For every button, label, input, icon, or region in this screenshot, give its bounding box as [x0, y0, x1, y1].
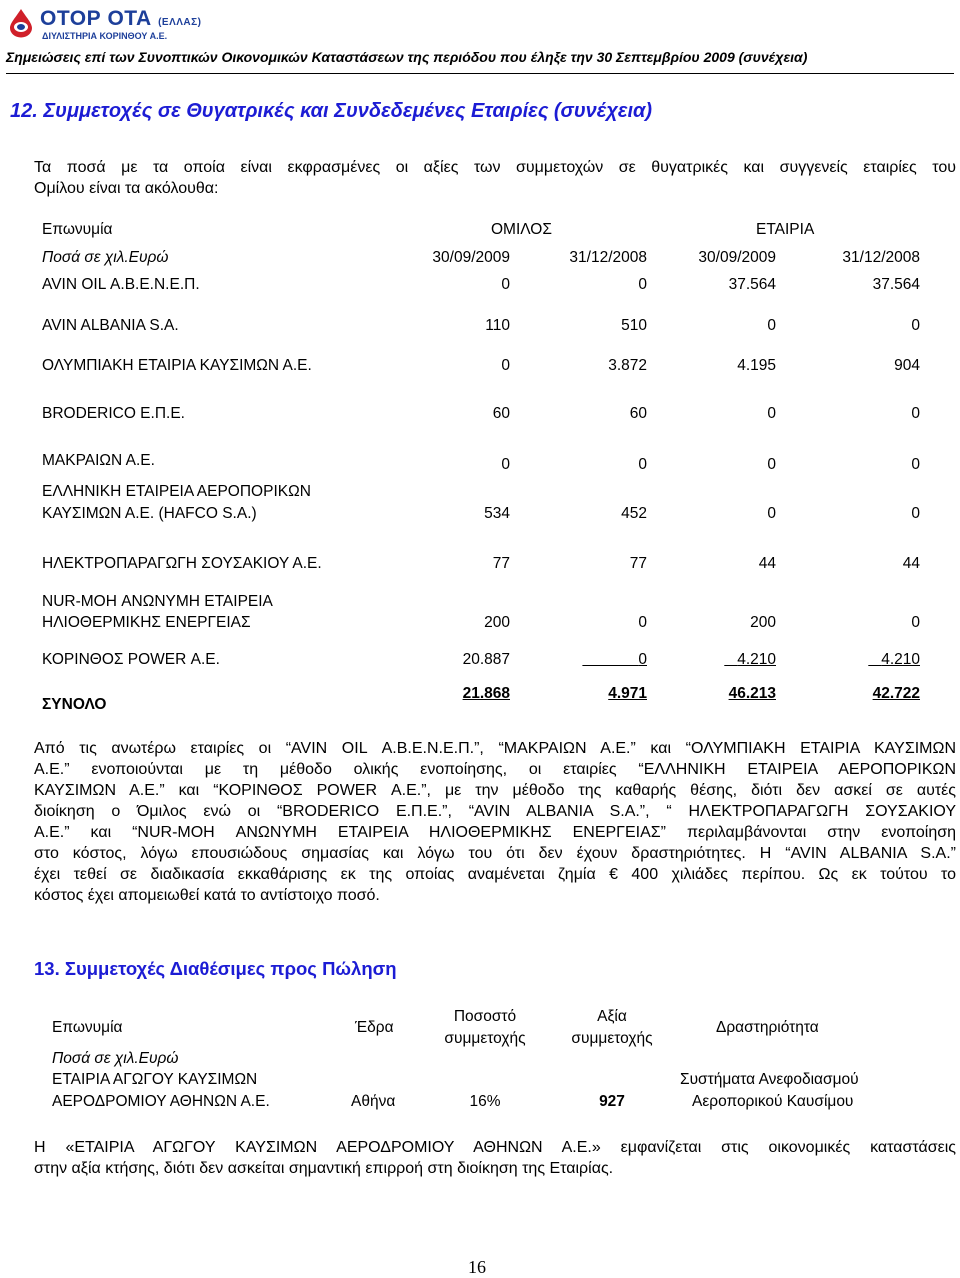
page-number: 16 [468, 1257, 486, 1277]
body-line: Η «ΕΤΑΙΡΙΑ ΑΓΩΓΟΥ ΚΑΥΣΙΜΩΝ ΑΕΡΟΔΡΟΜΙΟΥ ΑΘΗΝΩΝ Α.Ε.» εμφανίζεται στις οικονομικές καταστάσεις [34, 1139, 956, 1156]
table-row-name: ΕΛΛΗΝΙΚΗ ΕΤΑΙΡΕΙΑ ΑΕΡΟΠΟΡΙΚΩΝ [42, 483, 311, 500]
table-cell: 510 [621, 317, 647, 334]
col-activity-header: Δραστηριότητα [716, 1019, 819, 1036]
table-cell: 0 [501, 456, 510, 473]
table-cell: 200 [750, 614, 776, 631]
section-13-title: 13. Συμμετοχές Διαθέσιμες προς Πώληση [34, 958, 397, 979]
col-value-header-2: συμμετοχής [571, 1030, 653, 1047]
logo-subtitle: ΔΙΥΛΙΣΤΗΡΙΑ ΚΟΡΙΝΘΟΥ Α.Ε. [42, 31, 168, 41]
table-cell: 4.195 [737, 357, 776, 374]
table-row-name: ΚΟΡΙΝΘΟΣ POWER Α.Ε. [42, 651, 220, 668]
total-cell: 4.971 [608, 685, 647, 702]
body-line: στο κόστος, λόγω επουσιώδους σημασίας και λόγω του ότι δεν έχουν δραστηριότητες. Η “AVIN ALBANIA S.A.” [34, 845, 956, 862]
table-row-name: NUR-MOH ΑΝΩΝΥΜΗ ΕΤΑΙΡΕΙΑ [42, 593, 273, 610]
date-company-1: 30/09/2009 [698, 249, 776, 266]
holding-name: ΕΤΑΙΡΙΑ ΑΓΩΓΟΥ ΚΑΥΣΙΜΩΝ [52, 1071, 258, 1088]
amounts-label: Ποσά σε χιλ.Ευρώ [52, 1050, 179, 1067]
total-cell: 46.213 [728, 685, 776, 702]
table-cell: 0 [767, 317, 776, 334]
table-cell: 0 [501, 276, 510, 293]
total-cell: 21.868 [462, 685, 510, 702]
table-cell: 0 [638, 276, 647, 293]
table-cell: 44 [902, 555, 920, 572]
table-cell: 20.887 [462, 651, 510, 668]
company-header: ΕΤΑΙΡΙΑ [756, 221, 815, 238]
date-company-2: 31/12/2008 [842, 249, 920, 266]
total-label: ΣΥΝΟΛΟ [42, 696, 107, 713]
col-value-header: Αξία [597, 1008, 627, 1025]
col-pct-header-2: συμμετοχής [444, 1030, 526, 1047]
table-cell: 60 [629, 405, 647, 422]
table-cell: 37.564 [728, 276, 776, 293]
table-cell: 452 [621, 505, 647, 522]
table-cell: 0 [911, 317, 920, 334]
oil-drop-icon [8, 8, 34, 38]
intro-line-2: Ομίλου είναι τα ακόλουθα: [34, 180, 219, 197]
body-line: έχει τεθεί σε διαδικασία εκκαθάρισης εκ της οποίας αναμένεται ζημία € 400 χιλιάδες περίπου. Ως εκ τούτου το [34, 866, 956, 883]
holding-seat: Αθήνα [351, 1093, 396, 1110]
table-row-name: ΜΑΚΡΑΙΩΝ Α.Ε. [42, 452, 155, 469]
col-seat-header: Έδρα [355, 1019, 394, 1036]
table-cell: 110 [485, 317, 510, 334]
holding-name-continued: ΑΕΡΟΔΡΟΜΙΟΥ ΑΘΗΝΩΝ Α.Ε. [52, 1093, 270, 1110]
intro-line-1: Τα ποσά με τα οποία είναι εκφρασμένες οι αξίες των συμμετοχών σε θυγατρικές και συγγενείς εταιρίες του [34, 159, 956, 176]
table-cell: 904 [894, 357, 920, 374]
table-cell: 0 [638, 651, 647, 668]
holding-activity-continued: Αεροπορικού Καυσίμου [692, 1093, 854, 1110]
table-cell: 77 [629, 555, 647, 572]
table-row-name: ΟΛΥΜΠΙΑΚΗ ΕΤΑΙΡΙΑ ΚΑΥΣΙΜΩΝ Α.Ε. [42, 357, 312, 374]
table-cell: 37.564 [872, 276, 920, 293]
amounts-label: Ποσά σε χιλ.Ευρώ [42, 249, 169, 266]
table-cell: 77 [492, 555, 510, 572]
col-name-header: Επωνυμία [52, 1019, 123, 1036]
total-cell: 42.722 [872, 685, 920, 702]
body-line: κόστος έχει απομειωθεί κατά το αντίστοιχο ποσό. [34, 887, 380, 904]
table-cell: 0 [501, 357, 510, 374]
table-row-name: BRODERICO Ε.Π.Ε. [42, 405, 185, 422]
holding-pct: 16% [469, 1093, 501, 1110]
table-cell: 534 [484, 505, 510, 522]
table-cell: 0 [638, 456, 647, 473]
table-cell: 44 [758, 555, 776, 572]
table-cell: 60 [492, 405, 510, 422]
body-line: διοίκηση ο Όμιλος ενώ οι “BRODERICO Ε.Π.Ε.”, “AVIN ALBANIA S.A.”, “ ΗΛΕΚΤΡΟΠΑΡΑΓΩΓΗ ΣΟΥΣΑΚΙΟΥ [34, 803, 956, 820]
table-cell: 4.210 [881, 651, 920, 668]
col-pct-header: Ποσοστό [453, 1008, 517, 1025]
table-row-name-continued: ΚΑΥΣΙΜΩΝ Α.Ε. (HAFCO S.A.) [42, 505, 257, 522]
table-cell: 0 [767, 505, 776, 522]
table-row-name: AVIN OIL Α.Β.Ε.Ν.Ε.Π. [42, 276, 200, 293]
col-name-header: Επωνυμία [42, 221, 113, 238]
table-row-name: ΗΛΕΚΤΡΟΠΑΡΑΓΩΓΗ ΣΟΥΣΑΚΙΟΥ Α.Ε. [42, 555, 322, 572]
table-cell: 0 [911, 405, 920, 422]
holding-value: 927 [599, 1093, 625, 1110]
body-line: Από τις ανωτέρω εταιρίες οι “AVIN OIL Α.Β.Ε.Ν.Ε.Π.”, “ΜΑΚΡΑΙΩΝ Α.Ε.” και “ΟΛΥΜΠΙΑΚΗ ΕΤΑΙΡΙΑ ΚΑΥΣΙΜΩΝ [34, 740, 956, 757]
header-divider [6, 73, 954, 74]
table-cell: 0 [638, 614, 647, 631]
body-line: στην αξία κτήσης, διότι δεν ασκείται σημαντική επιρροή στη διοίκηση της Εταιρίας. [34, 1160, 614, 1177]
table-cell: 3.872 [608, 357, 647, 374]
table-cell: 0 [767, 405, 776, 422]
company-logo [6, 6, 206, 40]
body-line: Α.Ε.” και “NUR-MOH ΑΝΩΝΥΜΗ ΕΤΑΙΡΕΙΑ ΗΛΙΟΘΕΡΜΙΚΗΣ ΕΝΕΡΓΕΙΑΣ” περιλαμβάνονται στην ενοποίηση [34, 824, 956, 841]
date-group-2: 31/12/2008 [569, 249, 647, 266]
date-group-1: 30/09/2009 [432, 249, 510, 266]
table-cell: 200 [484, 614, 510, 631]
section-12-title: 12. Συμμετοχές σε Θυγατρικές και Συνδεδεμένες Εταιρίες (συνέχεια) [10, 100, 653, 122]
table-row-name: AVIN ALBANIA S.A. [42, 317, 179, 334]
holding-activity: Συστήματα Ανεφοδιασμού [680, 1071, 859, 1088]
table-row-name-continued: ΗΛΙΟΘΕΡΜΙΚΗΣ ΕΝΕΡΓΕΙΑΣ [42, 614, 251, 631]
table-cell: 0 [911, 505, 920, 522]
table-cell: 0 [767, 456, 776, 473]
logo-brand: ΟΤΟΡ ΟΤΑ (ΕΛΛΑΣ) [40, 7, 202, 30]
table-cell: 0 [911, 456, 920, 473]
body-line: Α.Ε.” ενοποιούνται με τη μέθοδο ολικής ενοποίησης, οι εταιρίες “ΕΛΛΗΝΙΚΗ ΕΤΑΙΡΕΙΑ ΑΕΡΟΠΟΡΙΚΩΝ [34, 761, 956, 778]
body-line: ΚΑΥΣΙΜΩΝ Α.Ε.” και “ΚΟΡΙΝΘΟΣ POWER Α.Ε.”, με την μέθοδο της καθαρής θέσης, διότι δεν ασκεί σε αυτές [34, 782, 956, 799]
table-cell: 4.210 [737, 651, 776, 668]
page-header-note: Σημειώσεις επί των Συνοπτικών Οικονομικών Καταστάσεων της περιόδου που έληξε την 30 Σεπτεμβρίου 2009 (συνέχεια) [6, 49, 808, 65]
group-header: ΟΜΙΛΟΣ [491, 221, 552, 238]
table-cell: 0 [911, 614, 920, 631]
